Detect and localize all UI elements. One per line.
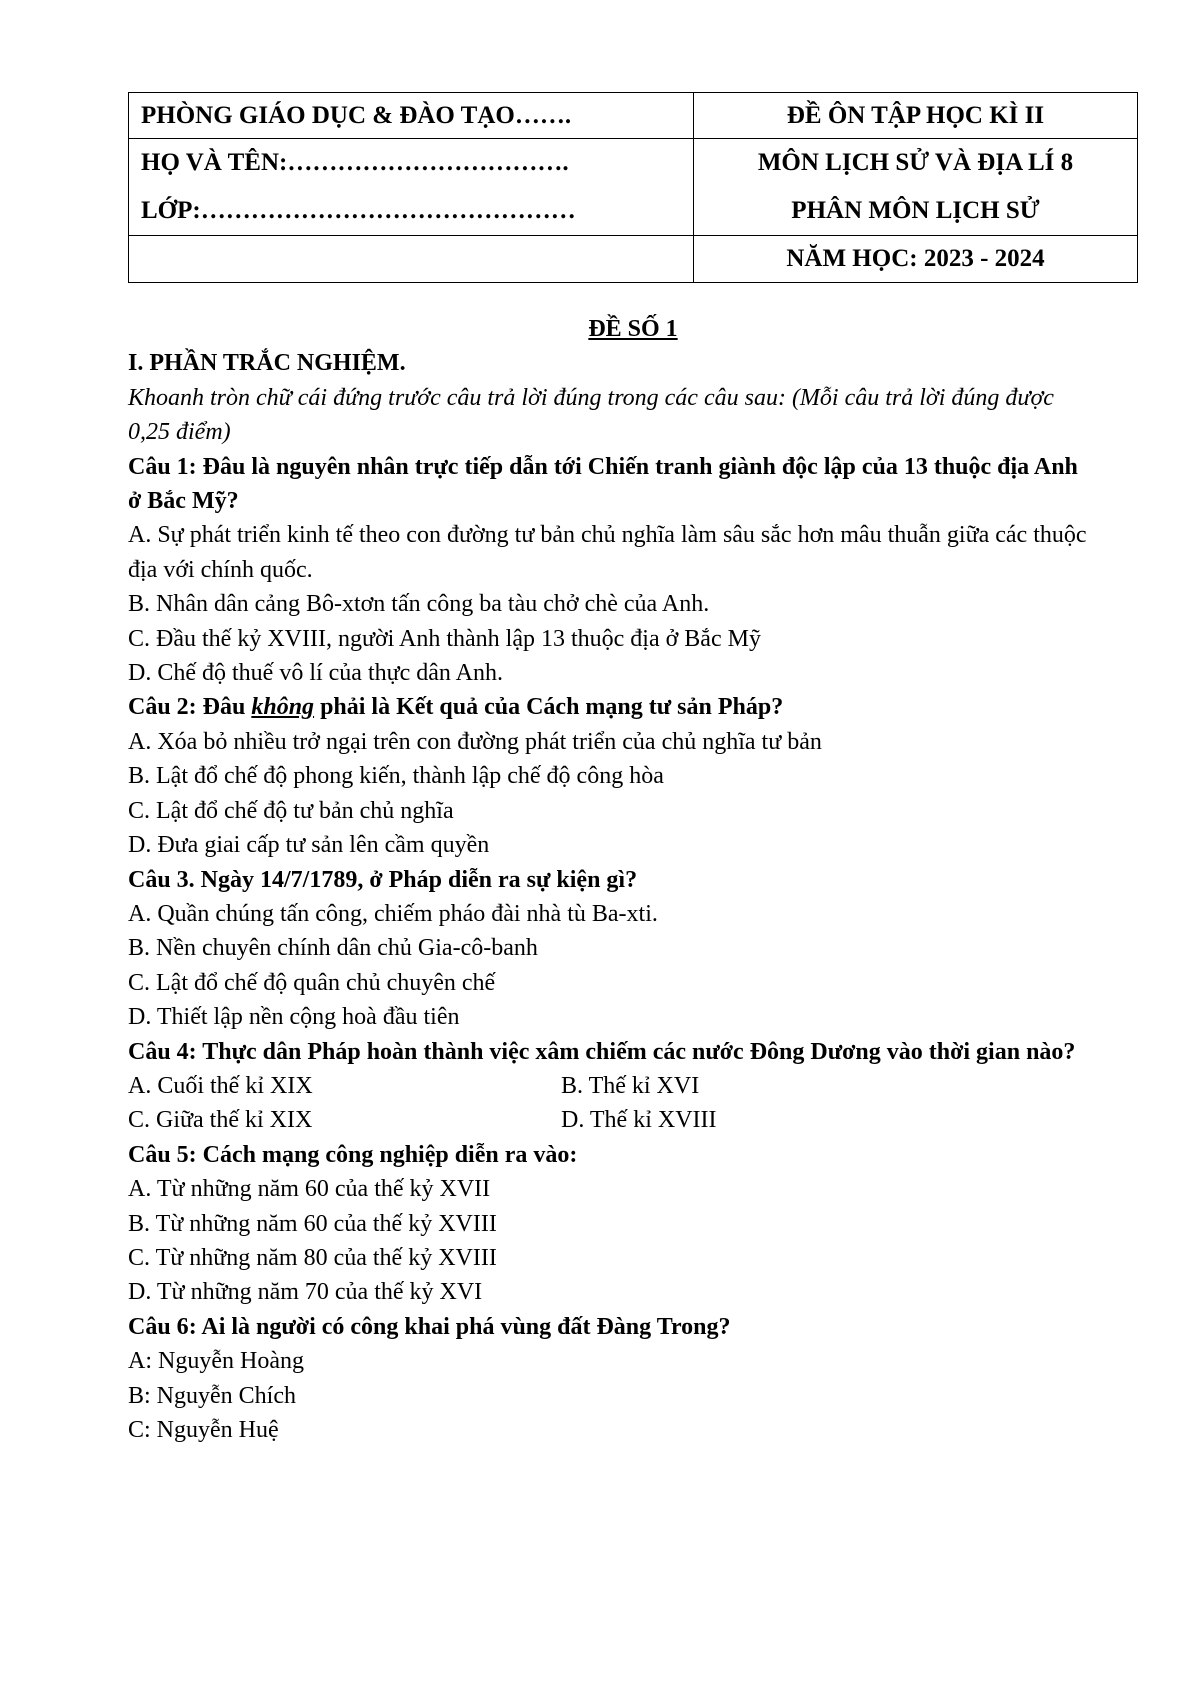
answer-option-b: B. Nhân dân cảng Bô-xtơn tấn công ba tàu chở chè của Anh.: [128, 591, 710, 618]
question-title-suffix: phải là Kết quả của Cách mạng tư sản Pháp?: [314, 694, 784, 721]
question-4: [128, 1035, 1088, 1138]
answer-option-c: C: Nguyễn Huệ: [128, 1417, 279, 1443]
answer-option-a: A. Quần chúng tấn công, chiếm pháo đài nhà tù Ba-xti.: [128, 900, 658, 927]
sub-subject-label: PHÂN MÔN LỊCH SỬ: [791, 197, 1040, 224]
answer-option-d: D. Thiết lập nền cộng hoà đầu tiên: [128, 1004, 460, 1031]
question-label: Câu 6: [128, 1313, 189, 1340]
question-title: [128, 1310, 1088, 1344]
answer-option-c: C. Lật đổ chế độ tư bản chủ nghĩa: [128, 797, 454, 824]
question-3: [128, 863, 1088, 1035]
student-name-field: HỌ VÀ TÊN:…………………………….: [141, 149, 569, 176]
question-5: [128, 1138, 1088, 1310]
question-title: Câu 5: Cách mạng công nghiệp diễn ra vào:: [128, 1141, 578, 1168]
negation-word: không: [251, 694, 315, 721]
exam-header-table: [128, 92, 1138, 283]
answer-option-d: D. Thế kỉ XVIII: [561, 1107, 717, 1134]
student-info-cell: [129, 139, 694, 236]
answer-option-d: D. Đưa giai cấp tư sản lên cầm quyền: [128, 832, 490, 859]
answer-option-a: A. Sự phát triển kinh tế theo con đường tư bản chủ nghĩa làm sâu sắc hơn mâu thuẫn giữa các thuộc địa với chính quốc.: [128, 522, 1087, 583]
instruction-text: Khoanh tròn chữ cái đứng trước câu trả lời đúng trong các câu sau: (Mỗi câu trả lời đúng được 0,25 điểm): [128, 384, 1054, 446]
answer-option-b: B. Từ những năm 60 của thế kỷ XVIII: [128, 1210, 497, 1237]
question-6: [128, 1310, 1088, 1448]
answer-options-row: [128, 1069, 1088, 1103]
question-title: Câu 1: Đâu là nguyên nhân trực tiếp dẫn tới Chiến tranh giành độc lập của 13 thuộc địa Anh ở Bắc Mỹ?: [128, 453, 1078, 515]
exam-number: ĐỀ SỐ 1: [588, 316, 678, 342]
question-title: [128, 690, 1088, 724]
answer-option-a: A: Nguyễn Hoàng: [128, 1348, 304, 1375]
subject-label: MÔN LỊCH SỬ VÀ ĐỊA LÍ 8: [757, 149, 1074, 176]
answer-option-c: C. Giữa thế kỉ XIX: [128, 1107, 313, 1134]
question-title-prefix: Câu 2: Đâu: [128, 694, 252, 721]
section-title: I. PHẦN TRẮC NGHIỆM.: [128, 350, 406, 377]
answer-option-c: C. Từ những năm 80 của thế kỷ XVIII: [128, 1244, 497, 1271]
answer-option-b: B. Nền chuyên chính dân chủ Gia-cô-banh: [128, 935, 538, 962]
answer-option-b: B: Nguyễn Chích: [128, 1382, 296, 1409]
question-title: Câu 4: Thực dân Pháp hoàn thành việc xâm chiếm các nước Đông Dương vào thời gian nào?: [128, 1038, 1076, 1065]
empty-cell: [129, 236, 694, 283]
exam-title: ĐỀ ÔN TẬP HỌC KÌ II: [694, 93, 1138, 139]
answer-options-row: [128, 1103, 1088, 1137]
exam-body: [128, 312, 1088, 1447]
department-label: PHÒNG GIÁO DỤC & ĐÀO TẠO…….: [129, 93, 694, 139]
answer-option-b: B. Lật đổ chế độ phong kiến, thành lập chế độ công hòa: [128, 763, 664, 790]
subject-cell: [694, 139, 1138, 236]
answer-option-c: C. Đầu thế kỷ XVIII, người Anh thành lập 13 thuộc địa ở Bắc Mỹ: [128, 625, 761, 652]
question-title-rest: : Ai là người có công khai phá vùng đất Đàng Trong?: [188, 1313, 731, 1340]
school-year-label: NĂM HỌC: 2023 - 2024: [694, 236, 1138, 283]
question-2: [128, 690, 1088, 862]
question-title: Câu 3. Ngày 14/7/1789, ở Pháp diễn ra sự kiện gì?: [128, 866, 638, 893]
answer-option-a: A. Xóa bỏ nhiều trở ngại trên con đường phát triển của chủ nghĩa tư bản: [128, 728, 822, 755]
answer-option-c: C. Lật đổ chế độ quân chủ chuyên chế: [128, 969, 496, 996]
answer-option-b: B. Thế kỉ XVI: [561, 1072, 700, 1099]
question-1: [128, 450, 1088, 691]
answer-option-a: A. Từ những năm 60 của thế kỷ XVII: [128, 1176, 491, 1203]
answer-option-d: D. Từ những năm 70 của thế kỷ XVI: [128, 1279, 483, 1306]
student-class-field: LỚP:………………………………………: [141, 197, 576, 224]
answer-option-a: A. Cuối thế kỉ XIX: [128, 1072, 313, 1099]
answer-option-d: D. Chế độ thuế vô lí của thực dân Anh.: [128, 660, 503, 687]
